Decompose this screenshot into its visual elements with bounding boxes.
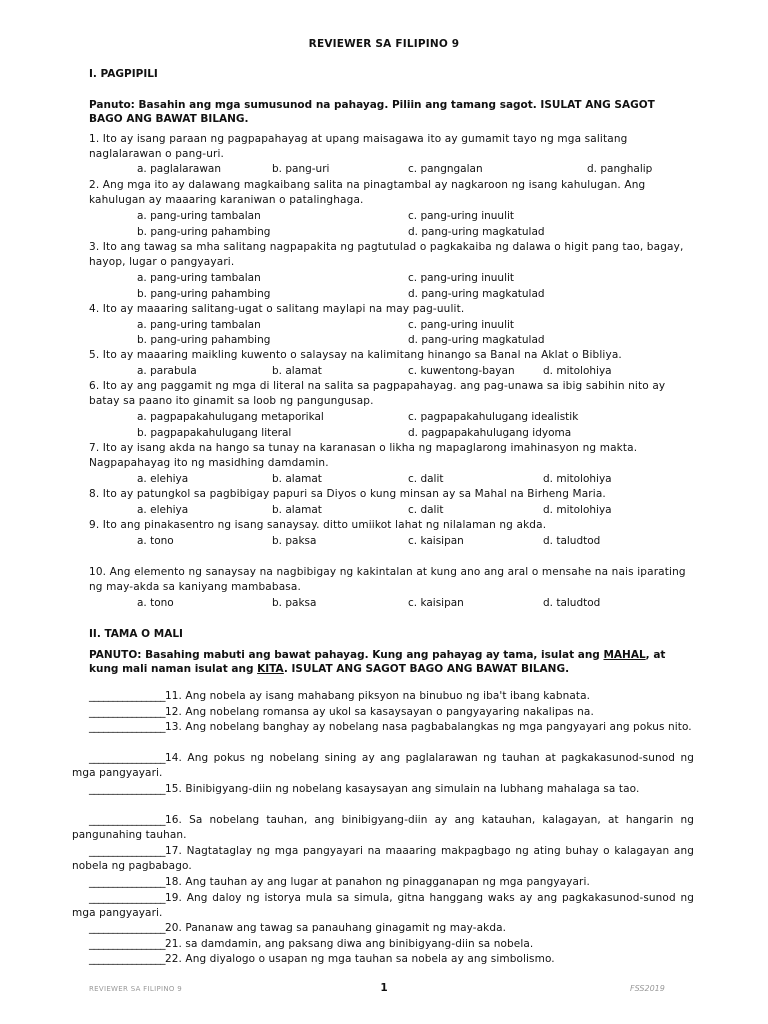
instructions-part2: PANUTO: Basahing mabuti ang bawat pahayag. Kung ang pahayag ay tama, isulat ang MAHAL, at kung mali naman isulat ang KITA. ISULAT ANG SAGOT BAGO ANG BAWAT BILANG. (89, 649, 666, 675)
option-c: c. dalit (408, 473, 444, 485)
answer-blank[interactable]: ________________ (89, 845, 165, 857)
option-d: d. pang-uring magkatulad (408, 334, 545, 346)
answer-blank[interactable]: ________________ (89, 938, 165, 950)
options-q10 (0, 596, 768, 611)
options-q6-row2 (0, 426, 768, 441)
option-a: a. pang-uring tambalan (137, 210, 261, 222)
question-9: 9. Ito ang pinakasentro ng isang sanaysay. ditto umiikot lahat ng nilalaman ng akda. (89, 519, 547, 531)
tf-item-14: ________________14. Ang pokus ng nobelang sining ay ang paglalarawan ng tauhan at pagkakasunod-sunod ng mga pangyayari. (72, 752, 694, 779)
question-8: 8. Ito ay patungkol sa pagbibigay papuri sa Diyos o kung minsan ay sa Mahal na Birheng Maria. (89, 488, 606, 500)
option-a: a. pang-uring tambalan (137, 272, 261, 284)
option-c: c. kaisipan (408, 535, 464, 547)
option-c: c. dalit (408, 504, 444, 516)
options-q8 (0, 503, 768, 518)
option-c: c. pagpapakahulugang idealistik (408, 411, 579, 423)
option-b: b. alamat (272, 473, 322, 485)
option-d: d. pang-uring magkatulad (408, 288, 545, 300)
option-b: b. pagpapakahulugang literal (137, 427, 292, 439)
option-c: c. kaisipan (408, 597, 464, 609)
option-d: d. mitolohiya (543, 365, 612, 377)
answer-blank[interactable]: ________________ (89, 752, 165, 764)
option-a: a. paglalarawan (137, 163, 222, 175)
question-6: 6. Ito ay ang paggamit ng mga di literal na salita sa pagpapahayag. ang pag-unawa sa ibig sabihin nito ay batay sa paano ito ginamit sa loob ng pangungusap. (89, 380, 666, 407)
question-3: 3. Ito ang tawag sa mha salitang nagpapakita ng pagtutulad o pagkakaiba ng dalawa o higit pang tao, bagay, hayop, lugar o pangyayari. (89, 241, 684, 268)
option-c: c. pangngalan (408, 163, 483, 175)
options-q2-row1 (0, 209, 768, 224)
option-c: c. pang-uring inuulit (408, 319, 515, 331)
tf-item-11: ________________11. Ang nobela ay isang mahabang piksyon na binubuo ng iba't ibang kabnata. (72, 689, 694, 704)
tf-item-16: ________________16. Sa nobelang tauhan, ang binibigyang-diin ay ang katauhan, kalagayan, at hangarin ng pangunahing tauhan. (72, 814, 694, 841)
options-q9 (0, 534, 768, 549)
options-q2-row2 (0, 225, 768, 240)
answer-blank[interactable]: ________________ (89, 876, 165, 888)
option-d: d. mitolohiya (543, 504, 612, 516)
options-q1 (0, 162, 768, 177)
tf-item-18: ________________18. Ang tauhan ay ang lugar at panahon ng pinagganapan ng mga pangyayari. (72, 875, 694, 890)
options-q3-row2 (0, 287, 768, 302)
answer-blank[interactable]: ________________ (89, 814, 165, 826)
option-a: a. elehiya (137, 473, 189, 485)
option-a: a. tono (137, 597, 174, 609)
tf-item-22: ________________22. Ang diyalogo o usapan ng mga tauhan sa nobela ay ang simbolismo. (72, 952, 694, 967)
option-c: c. pang-uring inuulit (408, 272, 515, 284)
answer-blank[interactable]: ________________ (89, 953, 165, 965)
option-b: b. alamat (272, 365, 322, 377)
option-c: c. pang-uring inuulit (408, 210, 515, 222)
option-b: b. alamat (272, 504, 322, 516)
answer-word-mahal: MAHAL (603, 649, 646, 661)
option-b: b. pang-uring pahambing (137, 334, 271, 346)
option-d: d. panghalip (587, 163, 653, 175)
option-b: b. pang-uri (272, 163, 330, 175)
footer-title: REVIEWER SA FILIPINO 9 (89, 985, 182, 993)
question-5: 5. Ito ay maaaring maikling kuwento o salaysay na kalimitang hinango sa Banal na Aklat o Bibliya. (89, 349, 622, 361)
options-q5 (0, 364, 768, 379)
tf-item-17: ________________17. Nagtataglay ng mga pangyayari na maaaring makpagbago ng ating buhay o kalagayan ang nobela ng pagbabago. (72, 845, 694, 872)
option-b: b. paksa (272, 535, 317, 547)
tf-item-13: ________________13. Ang nobelang banghay ay nobelang nasa pagbabalangkas ng mga pangyayari ang pokus nito. (72, 720, 694, 735)
tf-item-20: ________________20. Pananaw ang tawag sa panauhang ginagamit ng may-akda. (72, 921, 694, 936)
question-2: 2. Ang mga ito ay dalawang magkaibang salita na pinagtambal ay nagkaroon ng isang kahulugan. Ang kahulugan ay maaaring karaniwan o patalinghaga. (89, 179, 646, 206)
options-q3-row1 (0, 271, 768, 286)
footer-code: FSS2019 (630, 984, 665, 993)
option-d: d. pang-uring magkatulad (408, 226, 545, 238)
section-heading-tama-o-mali: II. TAMA O MALI (89, 628, 183, 640)
option-a: a. pagpapakahulugang metaporikal (137, 411, 324, 423)
section-heading-pagpipili: I. PAGPIPILI (89, 68, 158, 80)
option-a: a. elehiya (137, 504, 189, 516)
answer-blank[interactable]: ________________ (89, 892, 165, 904)
tf-item-19: ________________19. Ang daloy ng istorya mula sa simula, gitna hanggang waks ay ang pagkakasunod-sunod ng mga pangyayari. (72, 892, 694, 919)
options-q6-row1 (0, 410, 768, 425)
tf-item-21: ________________21. sa damdamin, ang paksang diwa ang binibigyang-diin sa nobela. (72, 937, 694, 952)
options-q4-row1 (0, 318, 768, 333)
options-q4-row2 (0, 333, 768, 348)
answer-blank[interactable]: ________________ (89, 690, 165, 702)
options-q7 (0, 472, 768, 487)
option-d: d. taludtod (543, 597, 601, 609)
page-number: 1 (380, 982, 388, 994)
question-10: 10. Ang elemento ng sanaysay na nagbibigay ng kakintalan at kung ano ang aral o mensahe na nais iparating ng may-akda sa kaniyang mambabasa. (89, 566, 686, 593)
answer-blank[interactable]: ________________ (89, 783, 165, 795)
question-4: 4. Ito ay maaaring salitang-ugat o salitang maylapi na may pag-uulit. (89, 303, 465, 315)
answer-blank[interactable]: ________________ (89, 706, 165, 718)
option-a: a. parabula (137, 365, 197, 377)
option-a: a. pang-uring tambalan (137, 319, 261, 331)
answer-word-kita: KITA (257, 663, 284, 675)
option-d: d. pagpapakahulugang idyoma (408, 427, 572, 439)
option-b: b. pang-uring pahambing (137, 288, 271, 300)
option-c: c. kuwentong-bayan (408, 365, 515, 377)
tf-item-15: ________________15. Binibigyang-diin ng nobelang kasaysayan ang simulain na lubhang mahalaga sa tao. (72, 782, 694, 797)
option-a: a. tono (137, 535, 174, 547)
document-title: REVIEWER SA FILIPINO 9 (308, 38, 460, 50)
option-b: b. pang-uring pahambing (137, 226, 271, 238)
answer-blank[interactable]: ________________ (89, 922, 165, 934)
question-7: 7. Ito ay isang akda na hango sa tunay na karanasan o likha ng mapaglarong imahinasyon ng makta. Nagpapahayag ito ng masidhing damdamin. (89, 442, 638, 469)
option-d: d. taludtod (543, 535, 601, 547)
instructions-part1: Panuto: Basahin ang mga sumusunod na pahayag. Piliin ang tamang sagot. ISULAT ANG SAGOT BAGO ANG BAWAT BILANG. (89, 99, 655, 125)
option-d: d. mitolohiya (543, 473, 612, 485)
option-b: b. paksa (272, 597, 317, 609)
tf-item-12: ________________12. Ang nobelang romansa ay ukol sa kasaysayan o pangyayaring nakalipas na. (72, 705, 694, 720)
answer-blank[interactable]: ________________ (89, 721, 165, 733)
question-1: 1. Ito ay isang paraan ng pagpapahayag at upang maisagawa ito ay gumamit tayo ng mga salitang naglalarawan o pang-uri. (89, 133, 628, 160)
